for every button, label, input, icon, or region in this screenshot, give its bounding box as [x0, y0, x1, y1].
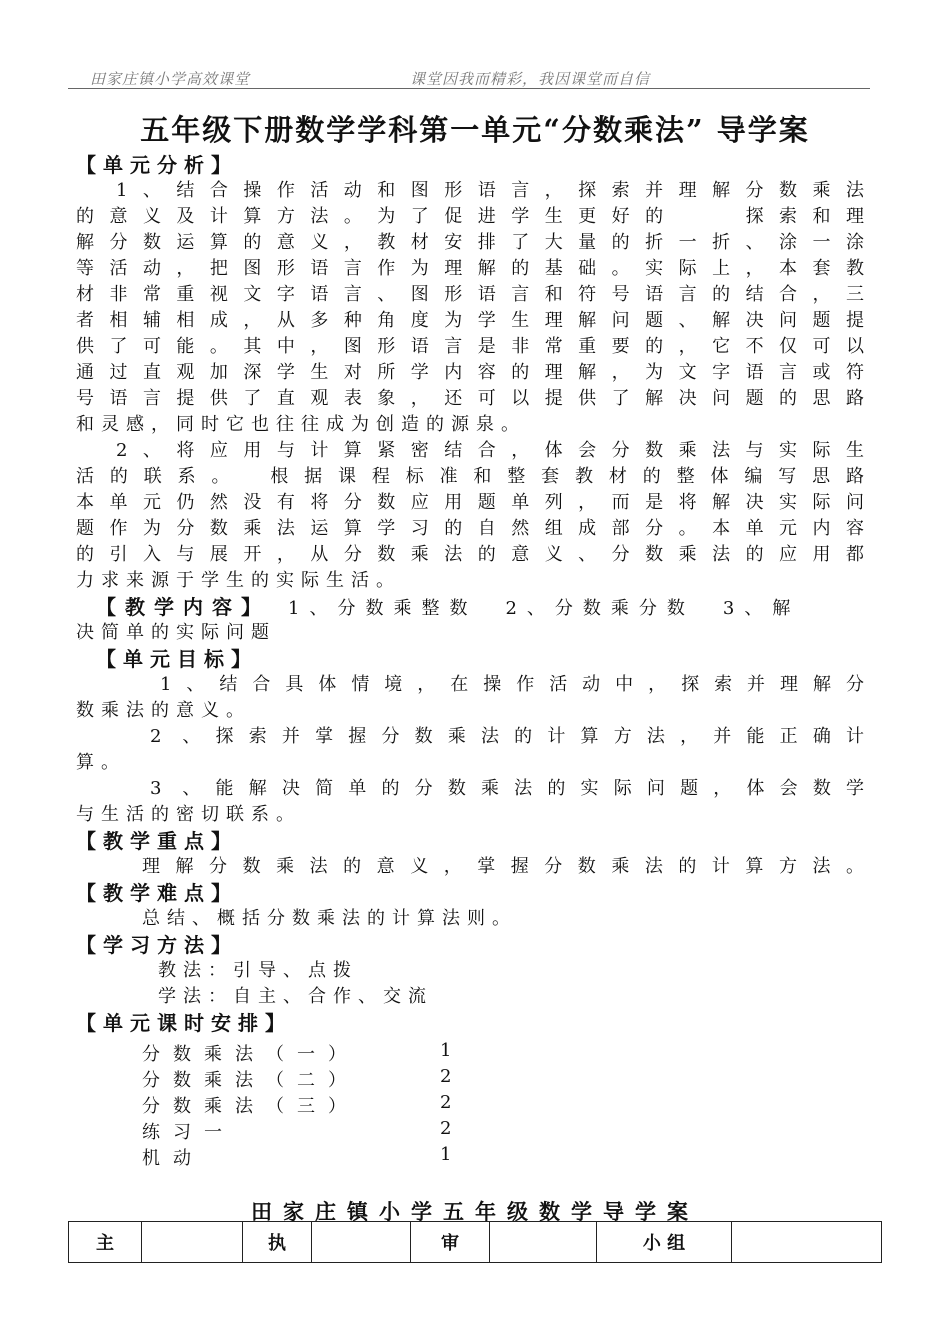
- text-line: 号语言提供了直观表象，还可以提供了解决问题的思路: [76, 388, 864, 409]
- form-field-group[interactable]: [732, 1222, 882, 1263]
- schedule-lesson-name: 分数乘法（三）: [142, 1096, 359, 1117]
- schedule-lesson-count: 1: [440, 1144, 452, 1165]
- schedule-row: [142, 1118, 452, 1144]
- text-line: 总结、概括分数乘法的计算法则。: [142, 908, 517, 929]
- text-line: 数乘法的意义。: [76, 700, 251, 721]
- form-label-group: 小 组: [597, 1222, 732, 1263]
- form-label-exec: 执: [243, 1222, 312, 1263]
- text-line: 3 、能解决简单的分数乘法的实际问题，体会数学: [150, 778, 864, 799]
- text-line: 1、结合操作活动和图形语言，探索并理解分数乘法: [116, 180, 864, 201]
- form-field-main[interactable]: [142, 1222, 243, 1263]
- section-heading: 【单元目标】: [96, 647, 258, 671]
- schedule-lesson-name: 练习一: [142, 1122, 235, 1143]
- text-line: 1、结合具体情境，在操作活动中，探索并理解分: [160, 674, 864, 695]
- schedule-lesson-name: 机动: [142, 1148, 204, 1169]
- schedule-lesson-name: 分数乘法（二）: [142, 1070, 359, 1091]
- text-line: 与生活的密切联系。: [76, 804, 301, 825]
- header-school: 田家庄镇小学高效课堂: [90, 70, 251, 88]
- text-line: 理解分数乘法的意义，掌握分数乘法的计算方法。: [142, 856, 864, 877]
- form-label-main: 主: [69, 1222, 142, 1263]
- schedule-row: [142, 1066, 452, 1092]
- info-form-table: [68, 1221, 882, 1263]
- text-line: 学法：自主、合作、交流: [158, 986, 433, 1007]
- schedule-lesson-count: 2: [440, 1066, 452, 1087]
- teaching-content-heading: 【教学内容】: [96, 595, 270, 619]
- text-line: 决简单的实际问题: [76, 622, 276, 643]
- form-field-review[interactable]: [490, 1222, 597, 1263]
- text-line: 和灵感，同时它也往往成为创造的源泉。: [76, 414, 526, 435]
- worksheet-subtitle: 田家庄镇小学五年级数学导学案: [251, 1199, 699, 1224]
- schedule-row: [142, 1040, 452, 1066]
- text-line: 的引入与展开，从分数乘法的意义、分数乘法的应用都: [76, 544, 864, 565]
- teaching-content-line: [76, 594, 864, 622]
- text-line: 本单元仍然没有将分数应用题单列，而是将解决实际问: [76, 492, 864, 513]
- text-line: 的意义及计算方法。为了促进学生更好的 探索和理: [76, 206, 864, 227]
- text-line: 通过直观加深学生对所学内容的理解，为文字语言或符: [76, 362, 864, 383]
- text-line: 教法：引导、点拨: [158, 960, 358, 981]
- text-line: 2 、探索并掌握分数乘法的计算方法，并能正确计: [150, 726, 864, 747]
- teaching-content-text: 1、分数乘整数 2、分数乘分数 3、解: [288, 598, 801, 619]
- header-motto: 课堂因我而精彩，我因课堂而自信: [410, 70, 651, 88]
- text-line: 供了可能。其中，图形语言是非常重要的，它不仅可以: [76, 336, 864, 357]
- section-heading: 【教学重点】: [76, 829, 238, 853]
- text-line: 等活动，把图形语言作为理解的基础。实际上，本套教: [76, 258, 864, 279]
- schedule-row: [142, 1144, 452, 1170]
- schedule-lesson-count: 2: [440, 1118, 452, 1139]
- text-line: 算。: [76, 752, 126, 773]
- section-heading: 【学习方法】: [76, 933, 238, 957]
- section-heading: 【教学难点】: [76, 881, 238, 905]
- text-line: 题作为分数乘法运算学习的自然组成部分。本单元内容: [76, 518, 864, 539]
- page-header: [68, 66, 870, 89]
- page-title: 五年级下册数学学科第一单元“分数乘法” 导学案: [140, 113, 810, 147]
- text-line: 者相辅相成，从多种角度为学生理解问题、解决问题提: [76, 310, 864, 331]
- text-line: 活的联系。 根据课程标准和整套教材的整体编写思路: [76, 466, 864, 487]
- section-heading: 【单元分析】: [76, 153, 238, 177]
- form-field-exec[interactable]: [312, 1222, 411, 1263]
- form-label-review: 审: [411, 1222, 490, 1263]
- schedule-lesson-count: 2: [440, 1092, 452, 1113]
- schedule-row: [142, 1092, 452, 1118]
- text-line: 2、将应用与计算紧密结合，体会分数乘法与实际生: [116, 440, 864, 461]
- text-line: 材非常重视文字语言、图形语言和符号语言的结合，三: [76, 284, 864, 305]
- schedule-lesson-count: 1: [440, 1040, 452, 1061]
- text-line: 解分数运算的意义，教材安排了大量的折一折、涂一涂: [76, 232, 864, 253]
- text-line: 力求来源于学生的实际生活。: [76, 570, 401, 591]
- section-heading: 【单元课时安排】: [76, 1011, 292, 1035]
- schedule-lesson-name: 分数乘法（一）: [142, 1044, 359, 1065]
